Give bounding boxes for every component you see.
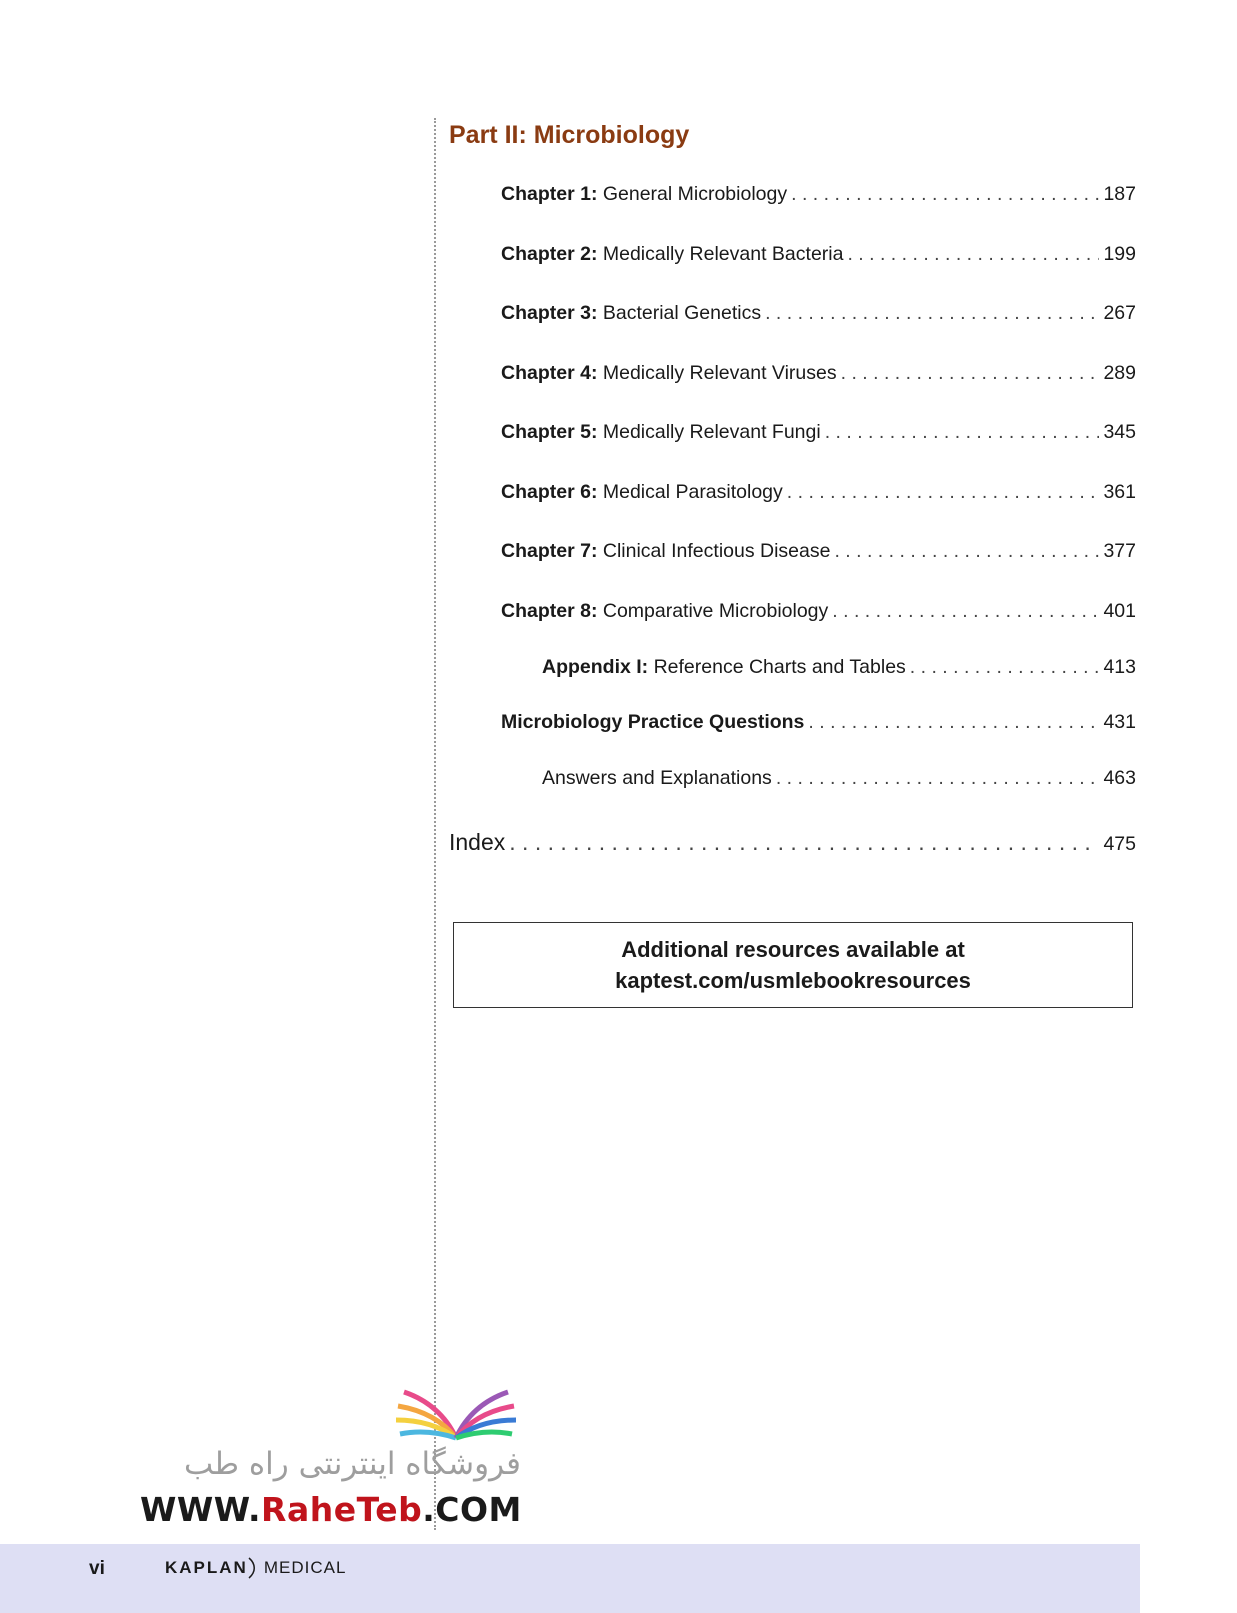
kaplan-medical-logo xyxy=(165,1556,346,1580)
toc-entry-page: 289 xyxy=(1103,362,1136,384)
toc-entry-title: Reference Charts and Tables xyxy=(648,656,906,678)
watermark-url-brand: RaheTeb xyxy=(261,1490,423,1529)
leader-dots xyxy=(765,299,1099,327)
toc-entry-page: 199 xyxy=(1103,243,1136,265)
toc-entry-label xyxy=(501,478,783,506)
toc-entry-prefix: Chapter 2: xyxy=(501,243,598,265)
toc-entry-page: 187 xyxy=(1103,183,1136,205)
leader-dots xyxy=(808,708,1099,736)
toc-entry-practice-questions[interactable] xyxy=(501,708,1136,736)
toc-entry-label xyxy=(501,418,821,446)
toc-entry-label xyxy=(501,708,804,736)
open-book-logo-icon xyxy=(386,1376,526,1446)
toc-entry-page: 431 xyxy=(1103,711,1136,733)
toc-entry-label xyxy=(501,597,828,625)
watermark-persian-text: فروشگاه اینترنتی راه طب xyxy=(183,1446,521,1482)
watermark-url xyxy=(140,1490,522,1529)
toc-entry-chapter-7[interactable] xyxy=(501,537,1136,565)
kaplan-swoosh-icon xyxy=(248,1556,258,1580)
toc-entry-label xyxy=(501,299,761,327)
toc-entry-prefix: Chapter 3: xyxy=(501,302,598,324)
toc-entry-prefix: Chapter 7: xyxy=(501,540,598,562)
toc-entry-index[interactable] xyxy=(449,828,1136,858)
leader-dots xyxy=(791,180,1099,208)
toc-entry-prefix: Chapter 5: xyxy=(501,421,598,443)
toc-entry-title: Medically Relevant Fungi xyxy=(597,421,821,443)
toc-entry-label xyxy=(501,537,830,565)
toc-entry-prefix: Chapter 6: xyxy=(501,481,598,503)
toc-entry-page: 377 xyxy=(1103,540,1136,562)
toc-entry-title: Answers and Explanations xyxy=(542,767,772,789)
toc-entry-title: Bacterial Genetics xyxy=(597,302,762,324)
toc-entry-prefix: Microbiology Practice Questions xyxy=(501,711,805,733)
toc-entry-label xyxy=(542,764,772,792)
toc-entry-prefix: Chapter 4: xyxy=(501,362,598,384)
dotted-vertical-rule xyxy=(434,118,436,1530)
toc-entry-title: Comparative Microbiology xyxy=(597,600,829,622)
toc-entry-page: 475 xyxy=(1103,833,1136,855)
toc-entry-page: 401 xyxy=(1103,600,1136,622)
toc-entry-chapter-8[interactable] xyxy=(501,597,1136,625)
leader-dots xyxy=(832,597,1099,625)
toc-entry-label xyxy=(501,359,837,387)
toc-entry-label xyxy=(501,180,787,208)
resources-box xyxy=(453,922,1133,1008)
toc-entry-page: 413 xyxy=(1103,656,1136,678)
toc-entry-page: 463 xyxy=(1103,767,1136,789)
resources-link[interactable]: kaptest.com/usmlebookresources xyxy=(615,968,971,993)
page-folio: vi xyxy=(89,1558,105,1579)
toc-entry-page: 361 xyxy=(1103,481,1136,503)
toc-entry-chapter-4[interactable] xyxy=(501,359,1136,387)
leader-dots xyxy=(847,240,1099,268)
toc-entry-title: Index xyxy=(449,829,506,855)
toc-entry-prefix: Appendix I: xyxy=(542,656,649,678)
toc-entry-title: Clinical Infectious Disease xyxy=(597,540,831,562)
toc-entry-prefix: Chapter 1: xyxy=(501,183,598,205)
leader-dots xyxy=(509,828,1099,856)
toc-entry-title: Medically Relevant Bacteria xyxy=(597,243,844,265)
part-title: Part II: Microbiology xyxy=(449,121,690,149)
watermark-url-prefix: WWW. xyxy=(140,1490,262,1529)
resources-line-1: Additional resources available at xyxy=(621,937,965,962)
leader-dots xyxy=(787,478,1100,506)
leader-dots xyxy=(776,764,1100,792)
toc-entry-answers[interactable] xyxy=(542,764,1136,792)
leader-dots xyxy=(834,537,1099,565)
toc-entry-chapter-5[interactable] xyxy=(501,418,1136,446)
toc-entry-prefix: Chapter 8: xyxy=(501,600,598,622)
leader-dots xyxy=(841,359,1100,387)
toc-entry-label xyxy=(501,240,843,268)
watermark xyxy=(136,1376,536,1529)
leader-dots xyxy=(910,653,1100,681)
toc-entry-appendix-1[interactable] xyxy=(542,653,1136,681)
toc-entry-label xyxy=(542,653,906,681)
toc-entry-title: Medically Relevant Viruses xyxy=(597,362,837,384)
toc-entry-title: General Microbiology xyxy=(597,183,788,205)
toc-entry-chapter-6[interactable] xyxy=(501,478,1136,506)
kaplan-wordmark: KAPLAN xyxy=(165,1558,248,1577)
toc-entry-chapter-1[interactable] xyxy=(501,180,1136,208)
toc-entry-page: 267 xyxy=(1103,302,1136,324)
toc-entry-chapter-2[interactable] xyxy=(501,240,1136,268)
leader-dots xyxy=(825,418,1100,446)
medical-wordmark: MEDICAL xyxy=(263,1558,347,1577)
toc-entry-page: 345 xyxy=(1103,421,1136,443)
toc-entry-title: Medical Parasitology xyxy=(597,481,783,503)
watermark-url-suffix: .COM xyxy=(422,1490,522,1529)
toc-entry-chapter-3[interactable] xyxy=(501,299,1136,327)
